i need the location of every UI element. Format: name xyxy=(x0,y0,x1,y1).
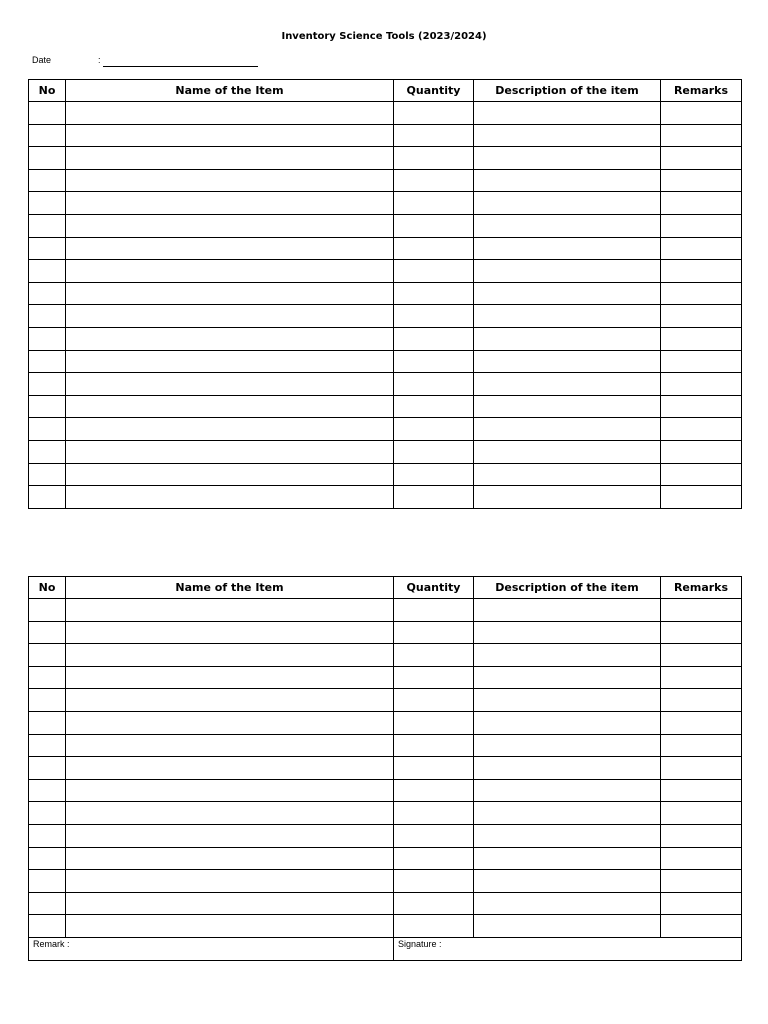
cell-no[interactable] xyxy=(29,824,66,847)
cell-no[interactable] xyxy=(29,486,66,509)
cell-quantity[interactable] xyxy=(394,779,474,802)
cell-remarks[interactable] xyxy=(661,779,742,802)
cell-remarks[interactable] xyxy=(661,734,742,757)
cell-description[interactable] xyxy=(474,915,661,938)
cell-no[interactable] xyxy=(29,847,66,870)
column-header-item-name: Name of the Item xyxy=(66,577,394,599)
column-header-no: No xyxy=(29,577,66,599)
table-row xyxy=(29,621,742,644)
cell-no[interactable] xyxy=(29,689,66,712)
cell-description[interactable] xyxy=(474,824,661,847)
cell-quantity[interactable] xyxy=(394,237,474,260)
cell-quantity[interactable] xyxy=(394,599,474,622)
cell-quantity[interactable] xyxy=(394,621,474,644)
cell-description[interactable] xyxy=(474,644,661,667)
column-header-item-name: Name of the Item xyxy=(66,80,394,102)
cell-quantity[interactable] xyxy=(394,666,474,689)
column-header-remarks: Remarks xyxy=(661,80,742,102)
cell-remarks[interactable] xyxy=(661,192,742,215)
cell-item-name[interactable] xyxy=(66,350,394,373)
cell-quantity[interactable] xyxy=(394,124,474,147)
table-row xyxy=(29,824,742,847)
cell-quantity[interactable] xyxy=(394,689,474,712)
cell-quantity[interactable] xyxy=(394,915,474,938)
cell-no[interactable] xyxy=(29,192,66,215)
cell-no[interactable] xyxy=(29,463,66,486)
cell-description[interactable] xyxy=(474,169,661,192)
cell-item-name[interactable] xyxy=(66,282,394,305)
cell-description[interactable] xyxy=(474,870,661,893)
cell-quantity[interactable] xyxy=(394,282,474,305)
cell-remarks[interactable] xyxy=(661,847,742,870)
cell-quantity[interactable] xyxy=(394,757,474,780)
table-row xyxy=(29,892,742,915)
cell-remarks[interactable] xyxy=(661,689,742,712)
cell-description[interactable] xyxy=(474,779,661,802)
remark-field[interactable]: Remark : xyxy=(29,937,394,960)
cell-remarks[interactable] xyxy=(661,214,742,237)
cell-remarks[interactable] xyxy=(661,305,742,328)
cell-description[interactable] xyxy=(474,892,661,915)
cell-remarks[interactable] xyxy=(661,711,742,734)
cell-remarks[interactable] xyxy=(661,440,742,463)
cell-item-name[interactable] xyxy=(66,395,394,418)
column-header-quantity: Quantity xyxy=(394,80,474,102)
table-row xyxy=(29,169,742,192)
cell-description[interactable] xyxy=(474,847,661,870)
cell-remarks[interactable] xyxy=(661,870,742,893)
column-header-description: Description of the item xyxy=(474,577,661,599)
cell-description[interactable] xyxy=(474,395,661,418)
cell-item-name[interactable] xyxy=(66,169,394,192)
table-body xyxy=(29,102,742,509)
table-row xyxy=(29,327,742,350)
table-row xyxy=(29,147,742,170)
table-header-row xyxy=(29,80,742,102)
cell-item-name[interactable] xyxy=(66,124,394,147)
cell-quantity[interactable] xyxy=(394,802,474,825)
cell-description[interactable] xyxy=(474,373,661,396)
inventory-table-2 xyxy=(28,576,742,961)
cell-remarks[interactable] xyxy=(661,666,742,689)
table-row xyxy=(29,282,742,305)
cell-quantity[interactable] xyxy=(394,305,474,328)
table-row xyxy=(29,689,742,712)
cell-no[interactable] xyxy=(29,440,66,463)
table-row xyxy=(29,644,742,667)
cell-no[interactable] xyxy=(29,169,66,192)
cell-quantity[interactable] xyxy=(394,169,474,192)
cell-item-name[interactable] xyxy=(66,440,394,463)
table-row xyxy=(29,418,742,441)
cell-quantity[interactable] xyxy=(394,440,474,463)
table-row xyxy=(29,734,742,757)
footer-row xyxy=(29,937,742,960)
cell-description[interactable] xyxy=(474,192,661,215)
cell-remarks[interactable] xyxy=(661,824,742,847)
table-row xyxy=(29,124,742,147)
cell-no[interactable] xyxy=(29,802,66,825)
cell-item-name[interactable] xyxy=(66,192,394,215)
table-row xyxy=(29,395,742,418)
cell-remarks[interactable] xyxy=(661,102,742,125)
cell-no[interactable] xyxy=(29,757,66,780)
cell-description[interactable] xyxy=(474,486,661,509)
cell-no[interactable] xyxy=(29,779,66,802)
cell-quantity[interactable] xyxy=(394,350,474,373)
date-blank-line xyxy=(103,66,258,67)
cell-remarks[interactable] xyxy=(661,237,742,260)
table-row xyxy=(29,373,742,396)
cell-item-name[interactable] xyxy=(66,644,394,667)
cell-item-name[interactable] xyxy=(66,824,394,847)
cell-quantity[interactable] xyxy=(394,147,474,170)
cell-item-name[interactable] xyxy=(66,666,394,689)
cell-quantity[interactable] xyxy=(394,644,474,667)
cell-item-name[interactable] xyxy=(66,305,394,328)
cell-no[interactable] xyxy=(29,892,66,915)
cell-remarks[interactable] xyxy=(661,757,742,780)
cell-no[interactable] xyxy=(29,147,66,170)
cell-remarks[interactable] xyxy=(661,373,742,396)
table-body xyxy=(29,599,742,938)
table-row xyxy=(29,599,742,622)
cell-item-name[interactable] xyxy=(66,870,394,893)
cell-description[interactable] xyxy=(474,102,661,125)
cell-remarks[interactable] xyxy=(661,621,742,644)
date-label: Date xyxy=(32,55,52,65)
cell-item-name[interactable] xyxy=(66,711,394,734)
cell-item-name[interactable] xyxy=(66,621,394,644)
cell-remarks[interactable] xyxy=(661,486,742,509)
cell-no[interactable] xyxy=(29,599,66,622)
cell-item-name[interactable] xyxy=(66,147,394,170)
table-row xyxy=(29,237,742,260)
cell-item-name[interactable] xyxy=(66,373,394,396)
cell-item-name[interactable] xyxy=(66,486,394,509)
cell-remarks[interactable] xyxy=(661,599,742,622)
cell-remarks[interactable] xyxy=(661,802,742,825)
column-header-description: Description of the item xyxy=(474,80,661,102)
cell-no[interactable] xyxy=(29,214,66,237)
cell-description[interactable] xyxy=(474,124,661,147)
cell-description[interactable] xyxy=(474,463,661,486)
cell-description[interactable] xyxy=(474,599,661,622)
cell-quantity[interactable] xyxy=(394,824,474,847)
cell-no[interactable] xyxy=(29,734,66,757)
cell-quantity[interactable] xyxy=(394,373,474,396)
cell-description[interactable] xyxy=(474,260,661,283)
cell-no[interactable] xyxy=(29,373,66,396)
cell-remarks[interactable] xyxy=(661,350,742,373)
column-header-remarks: Remarks xyxy=(661,577,742,599)
cell-quantity[interactable] xyxy=(394,418,474,441)
cell-quantity[interactable] xyxy=(394,214,474,237)
cell-item-name[interactable] xyxy=(66,734,394,757)
cell-quantity[interactable] xyxy=(394,892,474,915)
cell-description[interactable] xyxy=(474,734,661,757)
cell-no[interactable] xyxy=(29,711,66,734)
cell-no[interactable] xyxy=(29,124,66,147)
cell-item-name[interactable] xyxy=(66,847,394,870)
cell-no[interactable] xyxy=(29,102,66,125)
table-header-row xyxy=(29,577,742,599)
table-row xyxy=(29,260,742,283)
cell-item-name[interactable] xyxy=(66,599,394,622)
cell-item-name[interactable] xyxy=(66,327,394,350)
cell-no[interactable] xyxy=(29,305,66,328)
cell-no[interactable] xyxy=(29,621,66,644)
cell-quantity[interactable] xyxy=(394,260,474,283)
cell-item-name[interactable] xyxy=(66,802,394,825)
cell-quantity[interactable] xyxy=(394,734,474,757)
cell-no[interactable] xyxy=(29,395,66,418)
table-row xyxy=(29,779,742,802)
page-title: Inventory Science Tools (2023/2024) xyxy=(281,31,487,42)
cell-quantity[interactable] xyxy=(394,327,474,350)
table-row xyxy=(29,463,742,486)
cell-no[interactable] xyxy=(29,260,66,283)
cell-quantity[interactable] xyxy=(394,847,474,870)
cell-description[interactable] xyxy=(474,327,661,350)
cell-item-name[interactable] xyxy=(66,463,394,486)
table-row xyxy=(29,102,742,125)
column-header-quantity: Quantity xyxy=(394,577,474,599)
cell-description[interactable] xyxy=(474,757,661,780)
cell-no[interactable] xyxy=(29,327,66,350)
cell-remarks[interactable] xyxy=(661,169,742,192)
cell-description[interactable] xyxy=(474,711,661,734)
cell-remarks[interactable] xyxy=(661,124,742,147)
cell-item-name[interactable] xyxy=(66,214,394,237)
cell-item-name[interactable] xyxy=(66,418,394,441)
date-separator: : xyxy=(98,55,101,65)
cell-description[interactable] xyxy=(474,350,661,373)
cell-item-name[interactable] xyxy=(66,779,394,802)
cell-description[interactable] xyxy=(474,305,661,328)
cell-remarks[interactable] xyxy=(661,915,742,938)
cell-remarks[interactable] xyxy=(661,260,742,283)
cell-no[interactable] xyxy=(29,666,66,689)
table-row xyxy=(29,486,742,509)
cell-item-name[interactable] xyxy=(66,915,394,938)
signature-field[interactable]: Signature : xyxy=(394,937,742,960)
cell-description[interactable] xyxy=(474,689,661,712)
cell-description[interactable] xyxy=(474,214,661,237)
cell-quantity[interactable] xyxy=(394,395,474,418)
table-row xyxy=(29,440,742,463)
cell-description[interactable] xyxy=(474,418,661,441)
cell-quantity[interactable] xyxy=(394,102,474,125)
cell-description[interactable] xyxy=(474,621,661,644)
cell-description[interactable] xyxy=(474,147,661,170)
cell-item-name[interactable] xyxy=(66,102,394,125)
cell-description[interactable] xyxy=(474,666,661,689)
cell-description[interactable] xyxy=(474,282,661,305)
table-row xyxy=(29,915,742,938)
cell-item-name[interactable] xyxy=(66,757,394,780)
cell-remarks[interactable] xyxy=(661,644,742,667)
cell-no[interactable] xyxy=(29,282,66,305)
column-header-no: No xyxy=(29,80,66,102)
cell-no[interactable] xyxy=(29,644,66,667)
table-row xyxy=(29,847,742,870)
cell-item-name[interactable] xyxy=(66,237,394,260)
cell-no[interactable] xyxy=(29,350,66,373)
cell-remarks[interactable] xyxy=(661,463,742,486)
table-row xyxy=(29,192,742,215)
table-row xyxy=(29,757,742,780)
cell-no[interactable] xyxy=(29,418,66,441)
table-row xyxy=(29,666,742,689)
cell-description[interactable] xyxy=(474,440,661,463)
table-row xyxy=(29,870,742,893)
cell-remarks[interactable] xyxy=(661,282,742,305)
table-row xyxy=(29,802,742,825)
table-row xyxy=(29,214,742,237)
cell-no[interactable] xyxy=(29,915,66,938)
cell-remarks[interactable] xyxy=(661,892,742,915)
cell-remarks[interactable] xyxy=(661,395,742,418)
cell-quantity[interactable] xyxy=(394,192,474,215)
cell-quantity[interactable] xyxy=(394,486,474,509)
cell-quantity[interactable] xyxy=(394,711,474,734)
cell-no[interactable] xyxy=(29,870,66,893)
table-row xyxy=(29,350,742,373)
cell-item-name[interactable] xyxy=(66,260,394,283)
cell-no[interactable] xyxy=(29,237,66,260)
cell-description[interactable] xyxy=(474,802,661,825)
cell-quantity[interactable] xyxy=(394,870,474,893)
cell-remarks[interactable] xyxy=(661,418,742,441)
cell-remarks[interactable] xyxy=(661,147,742,170)
cell-item-name[interactable] xyxy=(66,689,394,712)
table-row xyxy=(29,305,742,328)
cell-remarks[interactable] xyxy=(661,327,742,350)
cell-description[interactable] xyxy=(474,237,661,260)
cell-item-name[interactable] xyxy=(66,892,394,915)
cell-quantity[interactable] xyxy=(394,463,474,486)
inventory-table-1 xyxy=(28,79,742,509)
table-row xyxy=(29,711,742,734)
